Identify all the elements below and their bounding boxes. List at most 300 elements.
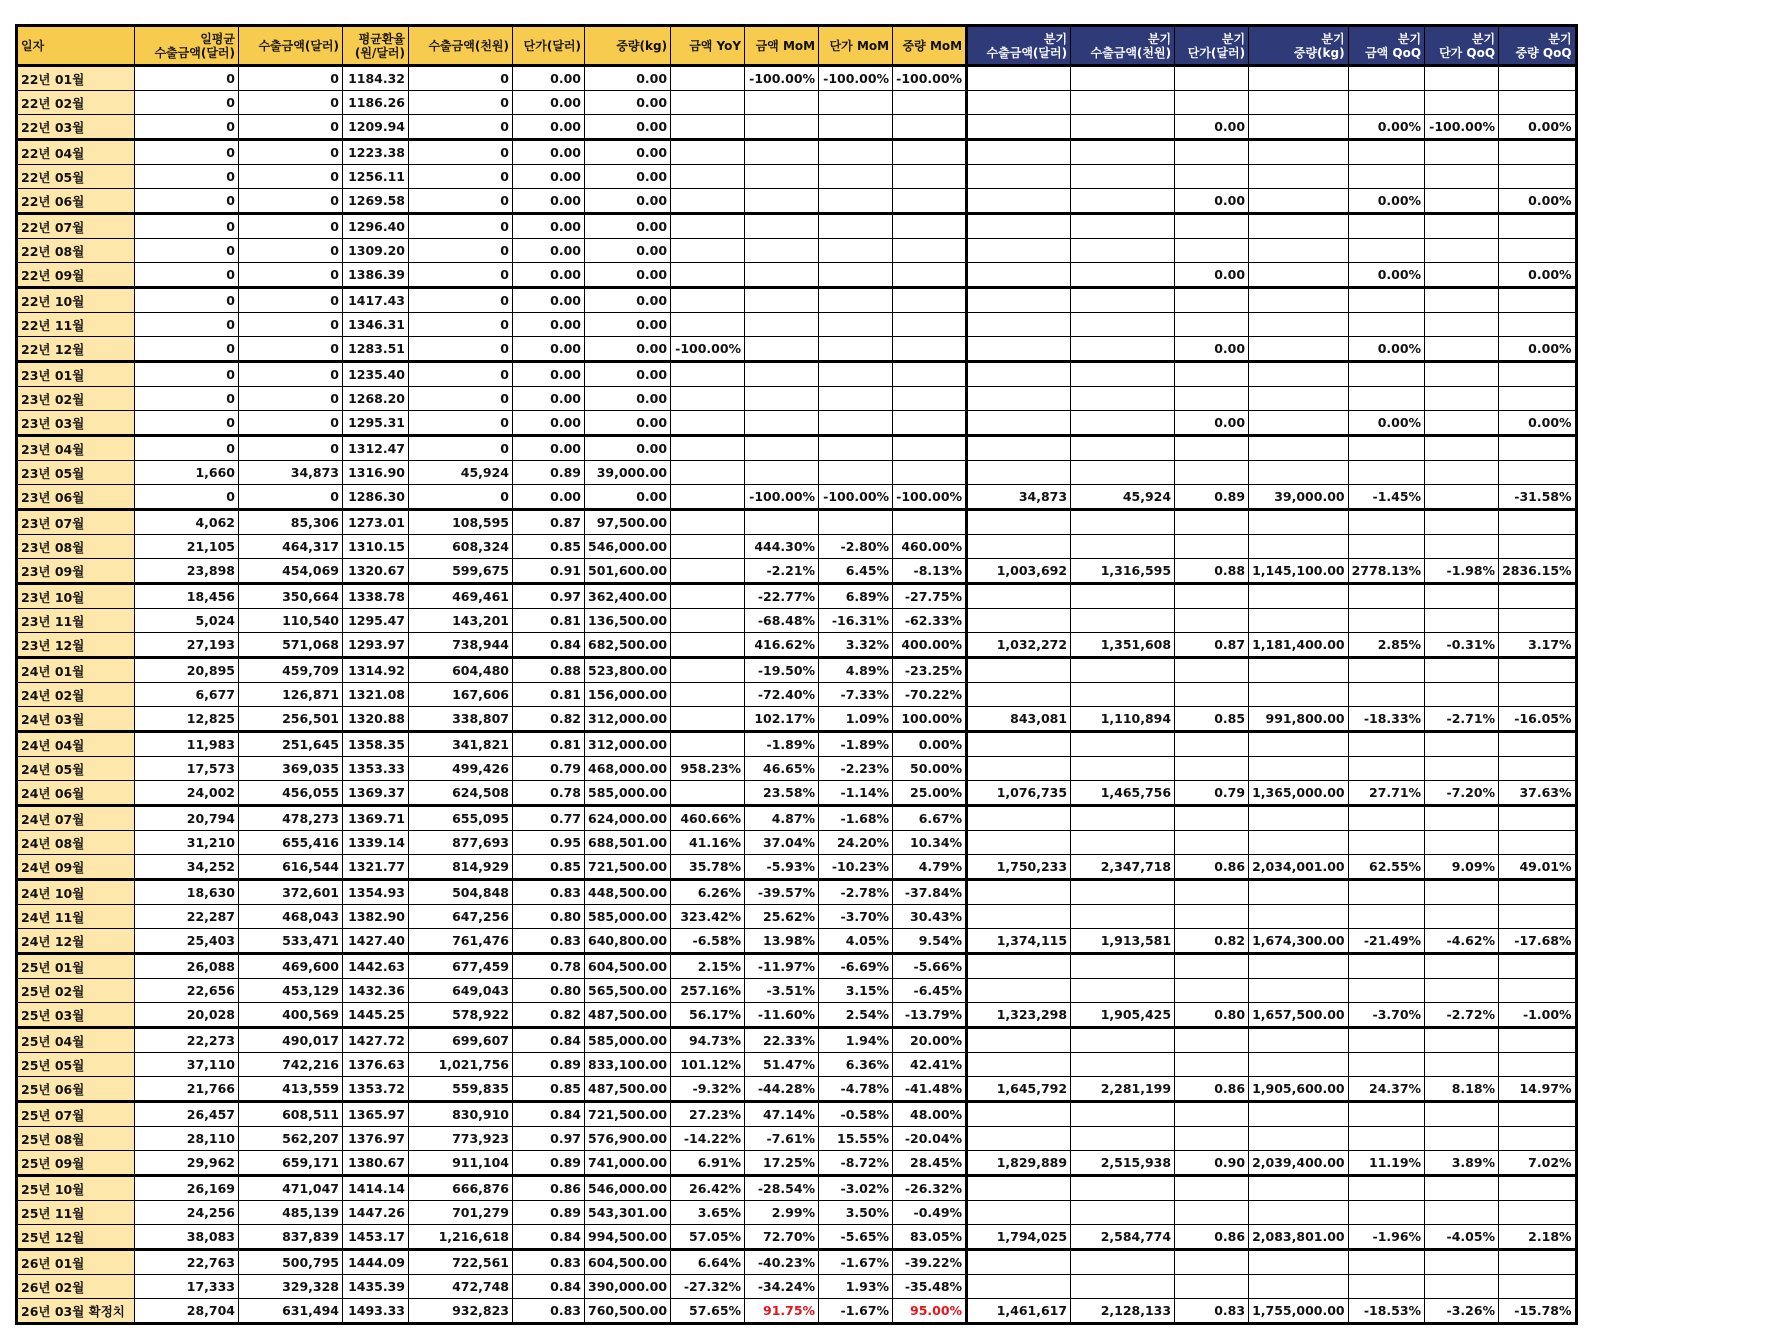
- cell-amount-yoy[interactable]: [671, 707, 745, 732]
- cell-q-export-usd[interactable]: [967, 288, 1071, 313]
- cell-q-weight[interactable]: [1249, 979, 1349, 1003]
- cell-q-export-usd[interactable]: [967, 436, 1071, 461]
- cell-weight-mom[interactable]: -27.75%: [893, 584, 967, 609]
- cell-export-krw-thousand[interactable]: 699,607: [409, 1028, 513, 1053]
- cell-q-price-qoq[interactable]: [1425, 584, 1499, 609]
- cell-q-price-qoq[interactable]: [1425, 189, 1499, 214]
- cell-export-usd[interactable]: 0: [239, 387, 343, 411]
- cell-unit-price-usd[interactable]: 0.00: [513, 91, 585, 115]
- cell-q-amount-qoq[interactable]: [1348, 954, 1424, 979]
- cell-amount-yoy[interactable]: [671, 140, 745, 165]
- row-date-cell[interactable]: 24년 08월: [17, 831, 135, 855]
- cell-q-unit-price[interactable]: [1175, 584, 1249, 609]
- cell-unit-price-usd[interactable]: 0.00: [513, 387, 585, 411]
- row-date-cell[interactable]: 24년 04월: [17, 732, 135, 757]
- cell-q-amount-qoq[interactable]: 27.71%: [1348, 781, 1424, 806]
- cell-export-usd[interactable]: 456,055: [239, 781, 343, 806]
- cell-amount-yoy[interactable]: [671, 288, 745, 313]
- cell-q-price-qoq[interactable]: 9.09%: [1425, 855, 1499, 880]
- cell-unit-price-usd[interactable]: 0.89: [513, 1151, 585, 1176]
- cell-q-price-qoq[interactable]: [1425, 1127, 1499, 1151]
- row-date-cell[interactable]: 25년 09월: [17, 1151, 135, 1176]
- cell-price-mom[interactable]: -2.23%: [819, 757, 893, 781]
- cell-daily-avg-export-usd[interactable]: 0: [135, 115, 239, 140]
- cell-unit-price-usd[interactable]: 0.91: [513, 559, 585, 584]
- row-date-cell[interactable]: 23년 11월: [17, 609, 135, 633]
- cell-amount-yoy[interactable]: 56.17%: [671, 1003, 745, 1028]
- cell-q-weight[interactable]: [1249, 954, 1349, 979]
- cell-q-export-usd[interactable]: [967, 1275, 1071, 1299]
- cell-q-export-usd[interactable]: [967, 658, 1071, 683]
- cell-avg-exchange-rate[interactable]: 1453.17: [343, 1225, 409, 1250]
- cell-avg-exchange-rate[interactable]: 1432.36: [343, 979, 409, 1003]
- cell-export-krw-thousand[interactable]: 0: [409, 239, 513, 263]
- cell-export-usd[interactable]: 0: [239, 214, 343, 239]
- cell-amount-yoy[interactable]: 41.16%: [671, 831, 745, 855]
- cell-weight-kg[interactable]: 0.00: [585, 140, 671, 165]
- cell-q-price-qoq[interactable]: -2.72%: [1425, 1003, 1499, 1028]
- cell-export-usd[interactable]: 0: [239, 313, 343, 337]
- cell-avg-exchange-rate[interactable]: 1442.63: [343, 954, 409, 979]
- cell-amount-mom[interactable]: [745, 263, 819, 288]
- cell-q-price-qoq[interactable]: [1425, 214, 1499, 239]
- cell-export-usd[interactable]: 400,569: [239, 1003, 343, 1028]
- cell-q-export-krw[interactable]: [1071, 436, 1175, 461]
- cell-q-export-krw[interactable]: [1071, 1028, 1175, 1053]
- cell-q-price-qoq[interactable]: [1425, 313, 1499, 337]
- cell-q-price-qoq[interactable]: -3.26%: [1425, 1299, 1499, 1324]
- cell-avg-exchange-rate[interactable]: 1354.93: [343, 880, 409, 905]
- cell-amount-yoy[interactable]: [671, 584, 745, 609]
- cell-export-usd[interactable]: 464,317: [239, 535, 343, 559]
- cell-avg-exchange-rate[interactable]: 1346.31: [343, 313, 409, 337]
- cell-price-mom[interactable]: [819, 140, 893, 165]
- cell-daily-avg-export-usd[interactable]: 31,210: [135, 831, 239, 855]
- cell-weight-mom[interactable]: 25.00%: [893, 781, 967, 806]
- cell-amount-mom[interactable]: -11.60%: [745, 1003, 819, 1028]
- cell-q-weight-qoq[interactable]: [1499, 288, 1576, 313]
- cell-weight-kg[interactable]: 721,500.00: [585, 1102, 671, 1127]
- cell-daily-avg-export-usd[interactable]: 22,656: [135, 979, 239, 1003]
- cell-q-weight[interactable]: [1249, 263, 1349, 288]
- cell-q-export-krw[interactable]: [1071, 1127, 1175, 1151]
- cell-export-krw-thousand[interactable]: 0: [409, 189, 513, 214]
- cell-amount-yoy[interactable]: [671, 91, 745, 115]
- cell-q-amount-qoq[interactable]: [1348, 609, 1424, 633]
- cell-export-krw-thousand[interactable]: 472,748: [409, 1275, 513, 1299]
- cell-q-export-krw[interactable]: [1071, 954, 1175, 979]
- cell-q-weight-qoq[interactable]: [1499, 387, 1576, 411]
- cell-weight-kg[interactable]: 741,000.00: [585, 1151, 671, 1176]
- cell-avg-exchange-rate[interactable]: 1310.15: [343, 535, 409, 559]
- cell-q-amount-qoq[interactable]: [1348, 239, 1424, 263]
- cell-daily-avg-export-usd[interactable]: 24,256: [135, 1201, 239, 1225]
- cell-q-export-krw[interactable]: [1071, 263, 1175, 288]
- cell-q-export-usd[interactable]: [967, 66, 1071, 91]
- cell-weight-mom[interactable]: 10.34%: [893, 831, 967, 855]
- cell-q-weight-qoq[interactable]: [1499, 1127, 1576, 1151]
- cell-weight-kg[interactable]: 312,000.00: [585, 732, 671, 757]
- cell-weight-mom[interactable]: -100.00%: [893, 66, 967, 91]
- cell-avg-exchange-rate[interactable]: 1321.77: [343, 855, 409, 880]
- cell-q-weight-qoq[interactable]: [1499, 535, 1576, 559]
- cell-unit-price-usd[interactable]: 0.84: [513, 633, 585, 658]
- cell-amount-mom[interactable]: [745, 436, 819, 461]
- row-date-cell[interactable]: 22년 06월: [17, 189, 135, 214]
- cell-price-mom[interactable]: -1.68%: [819, 806, 893, 831]
- cell-q-price-qoq[interactable]: -7.20%: [1425, 781, 1499, 806]
- cell-weight-kg[interactable]: 0.00: [585, 165, 671, 189]
- cell-export-krw-thousand[interactable]: 911,104: [409, 1151, 513, 1176]
- cell-q-weight[interactable]: [1249, 658, 1349, 683]
- cell-export-usd[interactable]: 837,839: [239, 1225, 343, 1250]
- cell-export-krw-thousand[interactable]: 0: [409, 411, 513, 436]
- cell-weight-kg[interactable]: 390,000.00: [585, 1275, 671, 1299]
- cell-q-unit-price[interactable]: 0.00: [1175, 189, 1249, 214]
- cell-q-unit-price[interactable]: 0.00: [1175, 411, 1249, 436]
- cell-price-mom[interactable]: [819, 411, 893, 436]
- cell-q-unit-price[interactable]: 0.79: [1175, 781, 1249, 806]
- cell-avg-exchange-rate[interactable]: 1369.37: [343, 781, 409, 806]
- cell-q-export-usd[interactable]: [967, 337, 1071, 362]
- cell-export-krw-thousand[interactable]: 761,476: [409, 929, 513, 954]
- cell-q-price-qoq[interactable]: [1425, 1176, 1499, 1201]
- cell-q-amount-qoq[interactable]: -18.53%: [1348, 1299, 1424, 1324]
- cell-amount-mom[interactable]: [745, 387, 819, 411]
- cell-q-weight-qoq[interactable]: [1499, 1053, 1576, 1077]
- cell-q-unit-price[interactable]: [1175, 140, 1249, 165]
- cell-price-mom[interactable]: [819, 115, 893, 140]
- cell-q-amount-qoq[interactable]: 0.00%: [1348, 411, 1424, 436]
- column-header-q-price-qoq[interactable]: 분기 단가 QoQ: [1425, 26, 1499, 66]
- cell-weight-kg[interactable]: 585,000.00: [585, 905, 671, 929]
- cell-amount-mom[interactable]: [745, 140, 819, 165]
- cell-amount-mom[interactable]: [745, 461, 819, 485]
- cell-weight-kg[interactable]: 39,000.00: [585, 461, 671, 485]
- cell-weight-mom[interactable]: [893, 91, 967, 115]
- cell-amount-yoy[interactable]: 6.26%: [671, 880, 745, 905]
- column-header-q-weight[interactable]: 분기 중량(kg): [1249, 26, 1349, 66]
- cell-weight-mom[interactable]: [893, 189, 967, 214]
- cell-amount-mom[interactable]: 46.65%: [745, 757, 819, 781]
- cell-avg-exchange-rate[interactable]: 1184.32: [343, 66, 409, 91]
- row-date-cell[interactable]: 25년 06월: [17, 1077, 135, 1102]
- cell-export-krw-thousand[interactable]: 647,256: [409, 905, 513, 929]
- cell-q-weight-qoq[interactable]: 7.02%: [1499, 1151, 1576, 1176]
- cell-price-mom[interactable]: -8.72%: [819, 1151, 893, 1176]
- cell-q-unit-price[interactable]: [1175, 658, 1249, 683]
- cell-q-unit-price[interactable]: 0.00: [1175, 263, 1249, 288]
- cell-export-usd[interactable]: 742,216: [239, 1053, 343, 1077]
- row-date-cell[interactable]: 25년 11월: [17, 1201, 135, 1225]
- cell-q-weight-qoq[interactable]: [1499, 954, 1576, 979]
- cell-amount-mom[interactable]: 4.87%: [745, 806, 819, 831]
- cell-weight-kg[interactable]: 0.00: [585, 189, 671, 214]
- cell-q-weight[interactable]: [1249, 1250, 1349, 1275]
- cell-q-export-usd[interactable]: [967, 732, 1071, 757]
- column-header-price-mom[interactable]: 단가 MoM: [819, 26, 893, 66]
- cell-q-weight-qoq[interactable]: 49.01%: [1499, 855, 1576, 880]
- cell-unit-price-usd[interactable]: 0.89: [513, 461, 585, 485]
- cell-q-price-qoq[interactable]: [1425, 436, 1499, 461]
- cell-q-price-qoq[interactable]: -4.05%: [1425, 1225, 1499, 1250]
- cell-q-export-usd[interactable]: [967, 411, 1071, 436]
- row-date-cell[interactable]: 23년 06월: [17, 485, 135, 510]
- cell-weight-kg[interactable]: 640,800.00: [585, 929, 671, 954]
- cell-q-unit-price[interactable]: 0.00: [1175, 337, 1249, 362]
- cell-q-export-usd[interactable]: 1,076,735: [967, 781, 1071, 806]
- cell-q-export-krw[interactable]: [1071, 1176, 1175, 1201]
- cell-amount-mom[interactable]: [745, 239, 819, 263]
- cell-amount-yoy[interactable]: [671, 535, 745, 559]
- row-date-cell[interactable]: 25년 02월: [17, 979, 135, 1003]
- cell-q-weight[interactable]: [1249, 732, 1349, 757]
- cell-q-price-qoq[interactable]: [1425, 757, 1499, 781]
- cell-weight-mom[interactable]: -5.66%: [893, 954, 967, 979]
- cell-weight-mom[interactable]: 83.05%: [893, 1225, 967, 1250]
- cell-q-weight[interactable]: [1249, 436, 1349, 461]
- cell-price-mom[interactable]: -4.78%: [819, 1077, 893, 1102]
- cell-daily-avg-export-usd[interactable]: 26,088: [135, 954, 239, 979]
- cell-price-mom[interactable]: [819, 362, 893, 387]
- cell-avg-exchange-rate[interactable]: 1293.97: [343, 633, 409, 658]
- cell-q-export-krw[interactable]: 2,128,133: [1071, 1299, 1175, 1324]
- row-date-cell[interactable]: 22년 09월: [17, 263, 135, 288]
- cell-avg-exchange-rate[interactable]: 1235.40: [343, 362, 409, 387]
- cell-q-price-qoq[interactable]: [1425, 609, 1499, 633]
- cell-export-krw-thousand[interactable]: 578,922: [409, 1003, 513, 1028]
- cell-amount-mom[interactable]: -22.77%: [745, 584, 819, 609]
- cell-q-export-krw[interactable]: 1,351,608: [1071, 633, 1175, 658]
- cell-amount-mom[interactable]: [745, 411, 819, 436]
- cell-export-usd[interactable]: 485,139: [239, 1201, 343, 1225]
- cell-q-export-usd[interactable]: [967, 214, 1071, 239]
- cell-weight-kg[interactable]: 833,100.00: [585, 1053, 671, 1077]
- cell-q-weight[interactable]: [1249, 387, 1349, 411]
- cell-amount-yoy[interactable]: -100.00%: [671, 337, 745, 362]
- cell-weight-kg[interactable]: 546,000.00: [585, 535, 671, 559]
- row-date-cell[interactable]: 22년 05월: [17, 165, 135, 189]
- cell-q-amount-qoq[interactable]: [1348, 1028, 1424, 1053]
- cell-price-mom[interactable]: 4.05%: [819, 929, 893, 954]
- cell-price-mom[interactable]: 1.94%: [819, 1028, 893, 1053]
- cell-daily-avg-export-usd[interactable]: 0: [135, 436, 239, 461]
- cell-unit-price-usd[interactable]: 0.00: [513, 436, 585, 461]
- cell-q-unit-price[interactable]: [1175, 362, 1249, 387]
- cell-price-mom[interactable]: -100.00%: [819, 485, 893, 510]
- cell-q-unit-price[interactable]: [1175, 239, 1249, 263]
- cell-amount-yoy[interactable]: -27.32%: [671, 1275, 745, 1299]
- cell-export-krw-thousand[interactable]: 877,693: [409, 831, 513, 855]
- cell-export-krw-thousand[interactable]: 0: [409, 288, 513, 313]
- cell-export-usd[interactable]: 0: [239, 485, 343, 510]
- column-header-unit-price-usd[interactable]: 단가(달러): [513, 26, 585, 66]
- cell-avg-exchange-rate[interactable]: 1295.47: [343, 609, 409, 633]
- cell-weight-kg[interactable]: 0.00: [585, 288, 671, 313]
- cell-amount-yoy[interactable]: [671, 683, 745, 707]
- cell-weight-mom[interactable]: 9.54%: [893, 929, 967, 954]
- cell-q-amount-qoq[interactable]: [1348, 510, 1424, 535]
- cell-unit-price-usd[interactable]: 0.83: [513, 1299, 585, 1324]
- row-date-cell[interactable]: 24년 12월: [17, 929, 135, 954]
- cell-weight-mom[interactable]: 95.00%: [893, 1299, 967, 1324]
- cell-export-krw-thousand[interactable]: 0: [409, 313, 513, 337]
- cell-avg-exchange-rate[interactable]: 1320.88: [343, 707, 409, 732]
- cell-export-usd[interactable]: 533,471: [239, 929, 343, 954]
- cell-q-unit-price[interactable]: [1175, 979, 1249, 1003]
- cell-q-unit-price[interactable]: [1175, 461, 1249, 485]
- cell-q-export-krw[interactable]: [1071, 732, 1175, 757]
- cell-amount-yoy[interactable]: [671, 239, 745, 263]
- cell-amount-mom[interactable]: [745, 288, 819, 313]
- row-date-cell[interactable]: 22년 03월: [17, 115, 135, 140]
- cell-q-export-usd[interactable]: 1,750,233: [967, 855, 1071, 880]
- cell-q-unit-price[interactable]: [1175, 288, 1249, 313]
- cell-export-usd[interactable]: 350,664: [239, 584, 343, 609]
- cell-daily-avg-export-usd[interactable]: 25,403: [135, 929, 239, 954]
- cell-price-mom[interactable]: 3.50%: [819, 1201, 893, 1225]
- cell-q-unit-price[interactable]: [1175, 954, 1249, 979]
- cell-weight-mom[interactable]: 0.00%: [893, 732, 967, 757]
- cell-daily-avg-export-usd[interactable]: 1,660: [135, 461, 239, 485]
- cell-unit-price-usd[interactable]: 0.00: [513, 140, 585, 165]
- cell-q-export-usd[interactable]: [967, 91, 1071, 115]
- cell-avg-exchange-rate[interactable]: 1186.26: [343, 91, 409, 115]
- cell-daily-avg-export-usd[interactable]: 6,677: [135, 683, 239, 707]
- cell-avg-exchange-rate[interactable]: 1376.63: [343, 1053, 409, 1077]
- cell-weight-kg[interactable]: 448,500.00: [585, 880, 671, 905]
- cell-weight-kg[interactable]: 0.00: [585, 115, 671, 140]
- cell-export-usd[interactable]: 655,416: [239, 831, 343, 855]
- cell-amount-yoy[interactable]: [671, 263, 745, 288]
- cell-amount-mom[interactable]: [745, 189, 819, 214]
- cell-avg-exchange-rate[interactable]: 1269.58: [343, 189, 409, 214]
- cell-q-amount-qoq[interactable]: [1348, 1127, 1424, 1151]
- cell-amount-mom[interactable]: [745, 115, 819, 140]
- cell-q-export-krw[interactable]: [1071, 115, 1175, 140]
- cell-amount-mom[interactable]: 47.14%: [745, 1102, 819, 1127]
- cell-avg-exchange-rate[interactable]: 1365.97: [343, 1102, 409, 1127]
- cell-q-weight[interactable]: [1249, 831, 1349, 855]
- cell-weight-mom[interactable]: [893, 263, 967, 288]
- cell-weight-mom[interactable]: 100.00%: [893, 707, 967, 732]
- cell-q-export-usd[interactable]: [967, 979, 1071, 1003]
- cell-weight-mom[interactable]: 400.00%: [893, 633, 967, 658]
- row-date-cell[interactable]: 22년 07월: [17, 214, 135, 239]
- cell-amount-mom[interactable]: -72.40%: [745, 683, 819, 707]
- cell-q-export-usd[interactable]: [967, 387, 1071, 411]
- cell-q-weight-qoq[interactable]: -15.78%: [1499, 1299, 1576, 1324]
- cell-unit-price-usd[interactable]: 0.84: [513, 1028, 585, 1053]
- cell-q-amount-qoq[interactable]: [1348, 91, 1424, 115]
- row-date-cell[interactable]: 24년 05월: [17, 757, 135, 781]
- cell-q-export-krw[interactable]: 1,465,756: [1071, 781, 1175, 806]
- row-date-cell[interactable]: 22년 08월: [17, 239, 135, 263]
- cell-daily-avg-export-usd[interactable]: 20,794: [135, 806, 239, 831]
- cell-q-weight[interactable]: [1249, 1275, 1349, 1299]
- cell-amount-yoy[interactable]: [671, 165, 745, 189]
- row-date-cell[interactable]: 24년 03월: [17, 707, 135, 732]
- cell-price-mom[interactable]: [819, 337, 893, 362]
- cell-export-krw-thousand[interactable]: 341,821: [409, 732, 513, 757]
- cell-q-weight-qoq[interactable]: [1499, 1176, 1576, 1201]
- cell-q-amount-qoq[interactable]: [1348, 436, 1424, 461]
- cell-weight-kg[interactable]: 0.00: [585, 387, 671, 411]
- row-date-cell[interactable]: 25년 07월: [17, 1102, 135, 1127]
- cell-amount-mom[interactable]: -19.50%: [745, 658, 819, 683]
- cell-export-krw-thousand[interactable]: 666,876: [409, 1176, 513, 1201]
- cell-q-amount-qoq[interactable]: [1348, 387, 1424, 411]
- cell-amount-yoy[interactable]: 94.73%: [671, 1028, 745, 1053]
- cell-price-mom[interactable]: 3.32%: [819, 633, 893, 658]
- cell-weight-kg[interactable]: 487,500.00: [585, 1077, 671, 1102]
- cell-q-export-usd[interactable]: [967, 954, 1071, 979]
- cell-q-export-krw[interactable]: [1071, 535, 1175, 559]
- cell-q-weight-qoq[interactable]: 14.97%: [1499, 1077, 1576, 1102]
- cell-q-price-qoq[interactable]: [1425, 411, 1499, 436]
- cell-q-weight-qoq[interactable]: [1499, 510, 1576, 535]
- cell-price-mom[interactable]: 6.89%: [819, 584, 893, 609]
- cell-export-krw-thousand[interactable]: 599,675: [409, 559, 513, 584]
- cell-q-weight-qoq[interactable]: -1.00%: [1499, 1003, 1576, 1028]
- cell-export-krw-thousand[interactable]: 0: [409, 165, 513, 189]
- cell-price-mom[interactable]: -6.69%: [819, 954, 893, 979]
- cell-q-amount-qoq[interactable]: 2.85%: [1348, 633, 1424, 658]
- row-date-cell[interactable]: 22년 11월: [17, 313, 135, 337]
- cell-weight-mom[interactable]: -20.04%: [893, 1127, 967, 1151]
- cell-amount-yoy[interactable]: 6.64%: [671, 1250, 745, 1275]
- cell-q-unit-price[interactable]: [1175, 313, 1249, 337]
- cell-weight-kg[interactable]: 0.00: [585, 239, 671, 263]
- cell-amount-yoy[interactable]: [671, 115, 745, 140]
- cell-amount-mom[interactable]: [745, 510, 819, 535]
- column-header-q-weight-qoq[interactable]: 분기 중량 QoQ: [1499, 26, 1576, 66]
- cell-amount-yoy[interactable]: 57.65%: [671, 1299, 745, 1324]
- cell-weight-kg[interactable]: 0.00: [585, 337, 671, 362]
- cell-q-export-usd[interactable]: [967, 1250, 1071, 1275]
- cell-export-usd[interactable]: 500,795: [239, 1250, 343, 1275]
- cell-q-amount-qoq[interactable]: [1348, 658, 1424, 683]
- cell-q-weight-qoq[interactable]: -17.68%: [1499, 929, 1576, 954]
- cell-export-usd[interactable]: 453,129: [239, 979, 343, 1003]
- cell-avg-exchange-rate[interactable]: 1369.71: [343, 806, 409, 831]
- cell-daily-avg-export-usd[interactable]: 0: [135, 387, 239, 411]
- cell-export-usd[interactable]: 0: [239, 66, 343, 91]
- cell-unit-price-usd[interactable]: 0.97: [513, 584, 585, 609]
- row-date-cell[interactable]: 23년 12월: [17, 633, 135, 658]
- cell-q-amount-qoq[interactable]: [1348, 535, 1424, 559]
- cell-q-export-krw[interactable]: 2,347,718: [1071, 855, 1175, 880]
- cell-q-weight[interactable]: [1249, 1201, 1349, 1225]
- cell-avg-exchange-rate[interactable]: 1223.38: [343, 140, 409, 165]
- cell-q-weight[interactable]: [1249, 91, 1349, 115]
- cell-weight-kg[interactable]: 0.00: [585, 362, 671, 387]
- cell-price-mom[interactable]: -1.67%: [819, 1299, 893, 1324]
- cell-q-weight[interactable]: [1249, 313, 1349, 337]
- column-header-q-export-usd[interactable]: 분기 수출금액(달러): [967, 26, 1071, 66]
- cell-unit-price-usd[interactable]: 0.78: [513, 954, 585, 979]
- cell-export-krw-thousand[interactable]: 0: [409, 436, 513, 461]
- cell-avg-exchange-rate[interactable]: 1435.39: [343, 1275, 409, 1299]
- cell-q-weight-qoq[interactable]: [1499, 609, 1576, 633]
- cell-amount-mom[interactable]: -2.21%: [745, 559, 819, 584]
- cell-amount-yoy[interactable]: [671, 461, 745, 485]
- cell-avg-exchange-rate[interactable]: 1427.72: [343, 1028, 409, 1053]
- cell-amount-mom[interactable]: -39.57%: [745, 880, 819, 905]
- cell-avg-exchange-rate[interactable]: 1445.25: [343, 1003, 409, 1028]
- cell-export-usd[interactable]: 0: [239, 91, 343, 115]
- cell-weight-mom[interactable]: 50.00%: [893, 757, 967, 781]
